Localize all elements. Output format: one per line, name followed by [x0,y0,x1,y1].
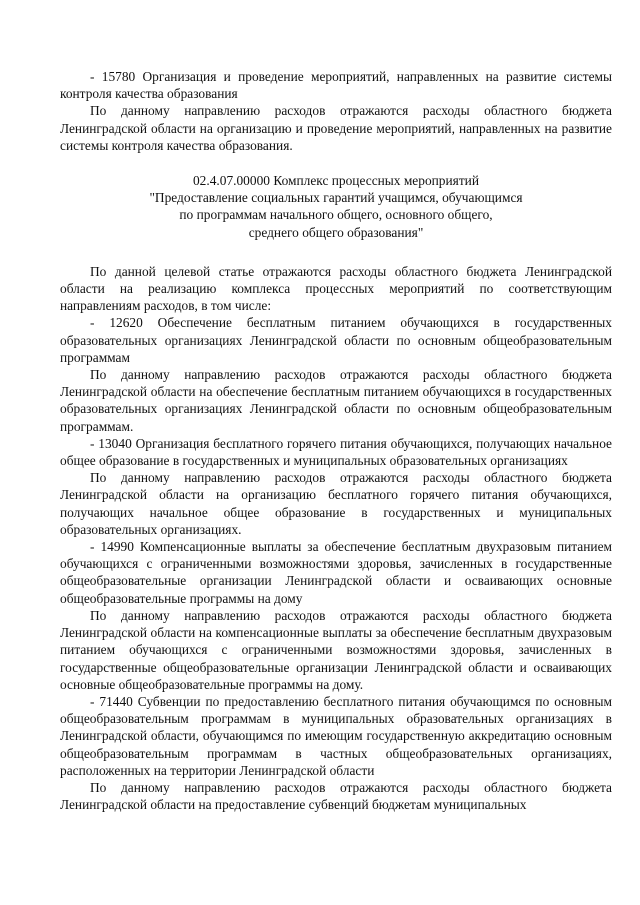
item-15780-description: По данному направлению расходов отражаются расходы областного бюджета Ленинградской области на организацию и проведение мероприятий, направленных на развитие системы контроля качества образования. [60,103,612,153]
heading-line-2: "Предоставление социальных гарантий учащимся, обучающимся [149,190,523,206]
item-14990: - 14990 Компенсационные выплаты за обеспечение бесплатным двухразовым питанием обучающихся с ограниченными возможностями здоровья, зачисленных в государственные общеобразовательные организации Ленинградской области и осваивающих основные общеобразовательные программы на дому [60,539,612,606]
item-12620: - 12620 Обеспечение бесплатным питанием обучающихся в государственных образовательных организациях Ленинградской области по основным общеобразовательным программам [60,315,612,365]
item-15780: - 15780 Организация и проведение мероприятий, направленных на развитие системы контроля качества образования [60,69,612,102]
item-71440-description: По данному направлению расходов отражаются расходы областного бюджета Ленинградской области на предоставление субвенций бюджетам муниципальных [60,779,612,813]
item-13040-description: По данному направлению расходов отражаются расходы областного бюджета Ленинградской области на организацию бесплатного горячего питания обучающихся, получающих начальное общее образование в государственных и муниципальных образовательных организациях. [60,470,612,537]
item-13040: - 13040 Организация бесплатного горячего питания обучающихся, получающих начальное общее образование в государственных и муниципальных образовательных организациях [60,435,612,469]
item-14990-description: По данному направлению расходов отражаются расходы областного бюджета Ленинградской области на компенсационные выплаты за обеспечение бесплатным двухразовым питанием обучающихся с ограниченными возможностями здоровья, зачисленных в государственные общеобразовательные организации Ленинградской области и осваивающих основные общеобразовательные программы на дому. [60,607,612,692]
document-page [60,68,612,813]
section-intro: По данной целевой статье отражаются расходы областного бюджета Ленинградской области на реализацию комплекса процессных мероприятий по соответствующим направлениям расходов, в том числе: [60,263,612,314]
item-71440: - 71440 Субвенции по предоставлению бесплатного питания обучающимся по основным общеобразовательным программам в муниципальных образовательных организациях в Ленинградской области, обучающимся по имеющим государственную аккредитацию основным общеобразовательным программам в частных общеобразовательных организациях, расположенных на территории Ленинградской области [60,693,612,778]
heading-line-3: по программам начального общего, основного общего, [179,207,493,223]
section-heading [60,172,612,241]
item-12620-description: По данному направлению расходов отражаются расходы областного бюджета Ленинградской области на обеспечение бесплатным питанием обучающихся в государственных образовательных организациях Ленинградской области по основным общеобразовательным программам. [60,367,612,434]
heading-line-4: среднего общего образования" [248,224,424,240]
heading-code-line: 02.4.07.00000 Комплекс процессных мероприятий [192,173,480,189]
